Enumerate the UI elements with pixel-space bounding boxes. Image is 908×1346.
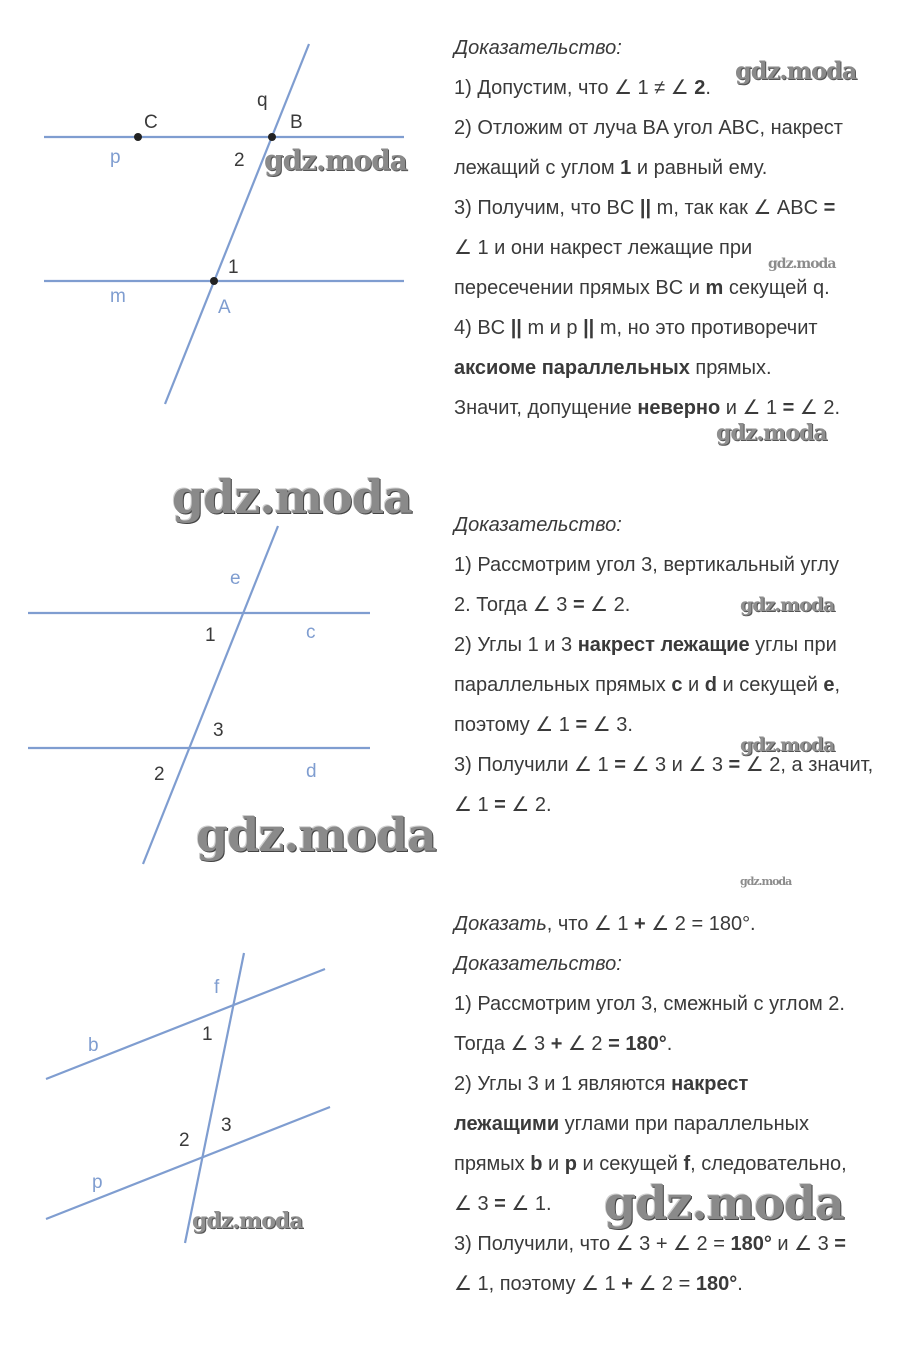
line-p3 xyxy=(46,1107,330,1219)
proof-1-line-3: лежащий с углом 1 и равный ему. xyxy=(454,157,768,179)
proof-1 xyxy=(454,28,904,428)
label-angle-1: 1 xyxy=(202,1024,213,1045)
label-angle-1: 1 xyxy=(228,257,239,278)
label-f: f xyxy=(214,977,220,998)
proof-2-line-6: 3) Получили ∠ 1 = ∠ 3 и ∠ 3 = ∠ 2, а значит, xyxy=(454,754,874,776)
watermark: gdz.moda xyxy=(768,256,836,272)
label-a: A xyxy=(218,297,231,318)
label-d-line: d xyxy=(306,761,317,782)
label-c: C xyxy=(144,112,158,133)
proof-2-line-7: ∠ 1 = ∠ 2. xyxy=(454,794,552,816)
line-b xyxy=(46,969,325,1079)
proof-3 xyxy=(454,904,904,1304)
label-angle-3: 3 xyxy=(221,1115,232,1136)
proof-3-line-1: 1) Рассмотрим угол 3, смежный с углом 2. xyxy=(454,993,845,1015)
proof-2-line-1: 1) Рассмотрим угол 3, вертикальный углу xyxy=(454,554,839,576)
watermark: gdz.moda xyxy=(196,808,436,862)
proof-1-line-6: пересечении прямых BC и m секущей q. xyxy=(454,277,830,299)
label-angle-2: 2 xyxy=(234,150,245,171)
watermark: gdz.moda xyxy=(735,56,857,85)
proof-2-line-4: параллельных прямых c и d и секущей e, xyxy=(454,674,841,696)
label-m: m xyxy=(110,286,126,307)
proof-2-heading: Доказательство: xyxy=(454,514,622,536)
watermark: gdz.moda xyxy=(264,144,407,177)
proof-3-line-2: Тогда ∠ 3 + ∠ 2 = 180°. xyxy=(454,1033,673,1055)
label-angle-2: 2 xyxy=(154,764,165,785)
point-c xyxy=(134,133,142,141)
proof-1-line-1: 1) Допустим, что ∠ 1 ≠ ∠ 2. xyxy=(454,77,711,99)
proof-3-line-7: 3) Получили, что ∠ 3 + ∠ 2 = 180° и ∠ 3 = xyxy=(454,1233,846,1255)
figure-1-diagram xyxy=(0,0,440,420)
proof-1-line-5: ∠ 1 и они накрест лежащие при xyxy=(454,237,753,259)
proof-1-line-2: 2) Отложим от луча BA угол ABC, накрест xyxy=(454,117,843,139)
label-b: B xyxy=(290,112,303,133)
proof-2-line-3: 2) Углы 1 и 3 накрест лежащие углы при xyxy=(454,634,837,656)
line-q xyxy=(165,44,309,404)
proof-1-line-8: аксиоме параллельных прямых. xyxy=(454,357,772,379)
proof-1-heading: Доказательство: xyxy=(454,37,622,59)
point-b xyxy=(268,133,276,141)
label-b-line: b xyxy=(88,1035,99,1056)
watermark: gdz.moda xyxy=(740,875,792,888)
point-a xyxy=(210,277,218,285)
proof-3-line-5: прямых b и p и секущей f, следовательно, xyxy=(454,1153,847,1175)
label-angle-3: 3 xyxy=(213,720,224,741)
proof-2-line-2: 2. Тогда ∠ 3 = ∠ 2. xyxy=(454,594,631,616)
proof-3-heading: Доказательство: xyxy=(454,953,622,975)
label-c-line: c xyxy=(306,622,316,643)
watermark: gdz.moda xyxy=(716,420,827,446)
proof-2 xyxy=(454,505,904,825)
proof-1-line-4: 3) Получим, что BC || m, так как ∠ ABC = xyxy=(454,197,836,219)
watermark: gdz.moda xyxy=(192,1208,303,1234)
label-p: p xyxy=(110,147,121,168)
label-q: q xyxy=(257,90,268,111)
proof-1-line-7: 4) BC || m и p || m, но это противоречит xyxy=(454,317,818,339)
watermark: gdz.moda xyxy=(604,1176,844,1230)
proof-3-line-3: 2) Углы 3 и 1 являются накрест xyxy=(454,1073,749,1095)
proof-3-goal: Доказать, что ∠ 1 + ∠ 2 = 180°. xyxy=(454,913,756,935)
label-angle-1: 1 xyxy=(205,625,216,646)
proof-1-line-9: Значит, допущение неверно и ∠ 1 = ∠ 2. xyxy=(454,397,841,419)
proof-2-line-5: поэтому ∠ 1 = ∠ 3. xyxy=(454,714,633,736)
watermark: gdz.moda xyxy=(172,470,412,524)
label-p-line: p xyxy=(92,1172,103,1193)
proof-3-line-4: лежащими углами при параллельных xyxy=(454,1113,809,1135)
proof-3-line-6: ∠ 3 = ∠ 1. xyxy=(454,1193,552,1215)
watermark: gdz.moda xyxy=(740,594,835,616)
label-e: e xyxy=(230,568,241,589)
watermark: gdz.moda xyxy=(740,734,835,756)
proof-3-line-8: ∠ 1, поэтому ∠ 1 + ∠ 2 = 180°. xyxy=(454,1273,743,1295)
label-angle-2: 2 xyxy=(179,1130,190,1151)
